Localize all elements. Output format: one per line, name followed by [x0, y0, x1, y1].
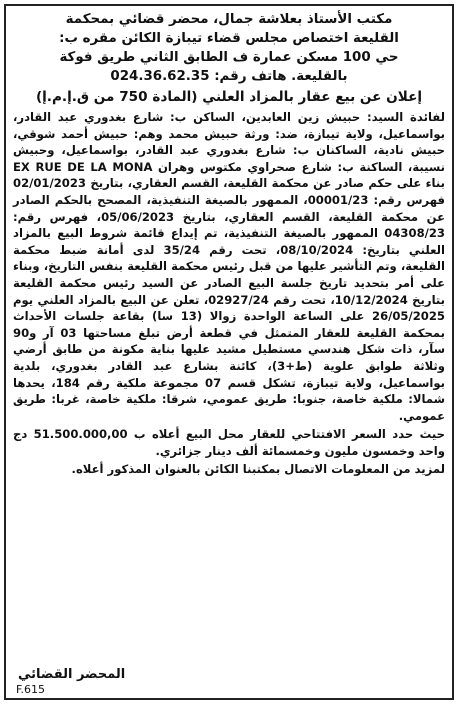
office-phone-line: [14, 67, 444, 86]
office-address: حي 100 مسكن عمارة ف الطابق الثاني طريق فوكة: [59, 50, 399, 65]
office-name: مكتب الأستاذ بعلاشة جمال، محضر قضائي بمحكمة: [65, 12, 393, 27]
notice-title: إعلان عن بيع عقار بالمزاد العلني (المادة 750 من ق.إ.م.إ): [35, 89, 423, 105]
phone-label: بالقليعة. هاتف رقم:: [214, 69, 348, 84]
office-jurisdiction: القليعة اختصاص مجلس قضاء تيبازة الكائن مقره ب:: [59, 31, 399, 46]
phone-number: 024.36.62.35: [110, 69, 210, 84]
notice-paragraph-contact: لمزيد من المعلومات الاتصال بمكتبنا الكائن بالعنوان المذكور أعلاه.: [71, 462, 445, 477]
notice-body: [6, 109, 452, 478]
notice-paragraph-price: حيث حدد السعر الافتتاحي للعقار محل البيع أعلاه ب 51.500.000,00 دج واحد وخمسون مليون وخمسمائة ألف دينار جزائري.: [13, 427, 445, 458]
legal-notice: [4, 4, 454, 700]
notice-paragraph-main: لفائدة السيد: حبيش زين العابدين، الساكن ب: شارع بغدوري عبد القادر، بواسماعيل، ولاية تيبازة، ضد: ورثة حبيش محمد وهم: حبيش أحمد شوقي، حبيش نادية، الساكنان ب: شارع بغدوري عبد القادر، بواسماعيل، وحبيش نسيبة، الساكنة ب: شارع صحراوي مكتوس وهران EX RUE DE LA MONA بناء على حكم صادر عن محكمة القليعة، القسم العقاري، بتاريخ 02/01/2023 فهرس رقم: 00001/23، الممهور بالصيغة التنفيذية، المصحح بالحكم الصادر عن محكمة القليعة، القسم العقاري، بتاريخ 05/06/2023، فهرس رقم: 04308/23 الممهور بالصيغة التنفيذية، تم إيداع قائمة شروط البيع بالمزاد العلني بتاريخ: 08/10/2024، تحت رقم 35/24 لدى أمانة ضبط محكمة القليعة، وتم التأشير عليها من قبل رئيس محكمة القليعة بنفس التاريخ، وبناء على أمر بتحديد تاريخ جلسة البيع الصادر عن السيد رئيس محكمة القليعة بتاريخ 10/12/2024، تحت رقم 02927/24، تعلن عن البيع بالمزاد العلني يوم 26/05/2025 على الساعة الواحدة زوالا (13 سا) بقاعة جلسات الأحداث بمحكمة القليعة للعقار المتمثل في قطعة أرض تبلغ مساحتها 03 آر و90 سآر، ذات شكل هندسي مستطيل مشيد عليها بناية مكونة من طابق أرضي وثلاثة طوابق علوية (ط+3)، كائنة بشارع عبد القادر بغدوري، بلدية بواسماعيل، ولاية تيبازة، تشكل قسم 07 مجموعة ملكية رقم 184، يحدها شمالا: ملكية خاصة، جنوبا: طريق عمومي، شرقا: ملكية خاصة، غربا: طريق عمومي.: [13, 110, 446, 423]
notice-header: [6, 6, 452, 88]
reference-code: F.615: [16, 683, 46, 696]
signature: المحضر القضائي: [18, 667, 126, 682]
